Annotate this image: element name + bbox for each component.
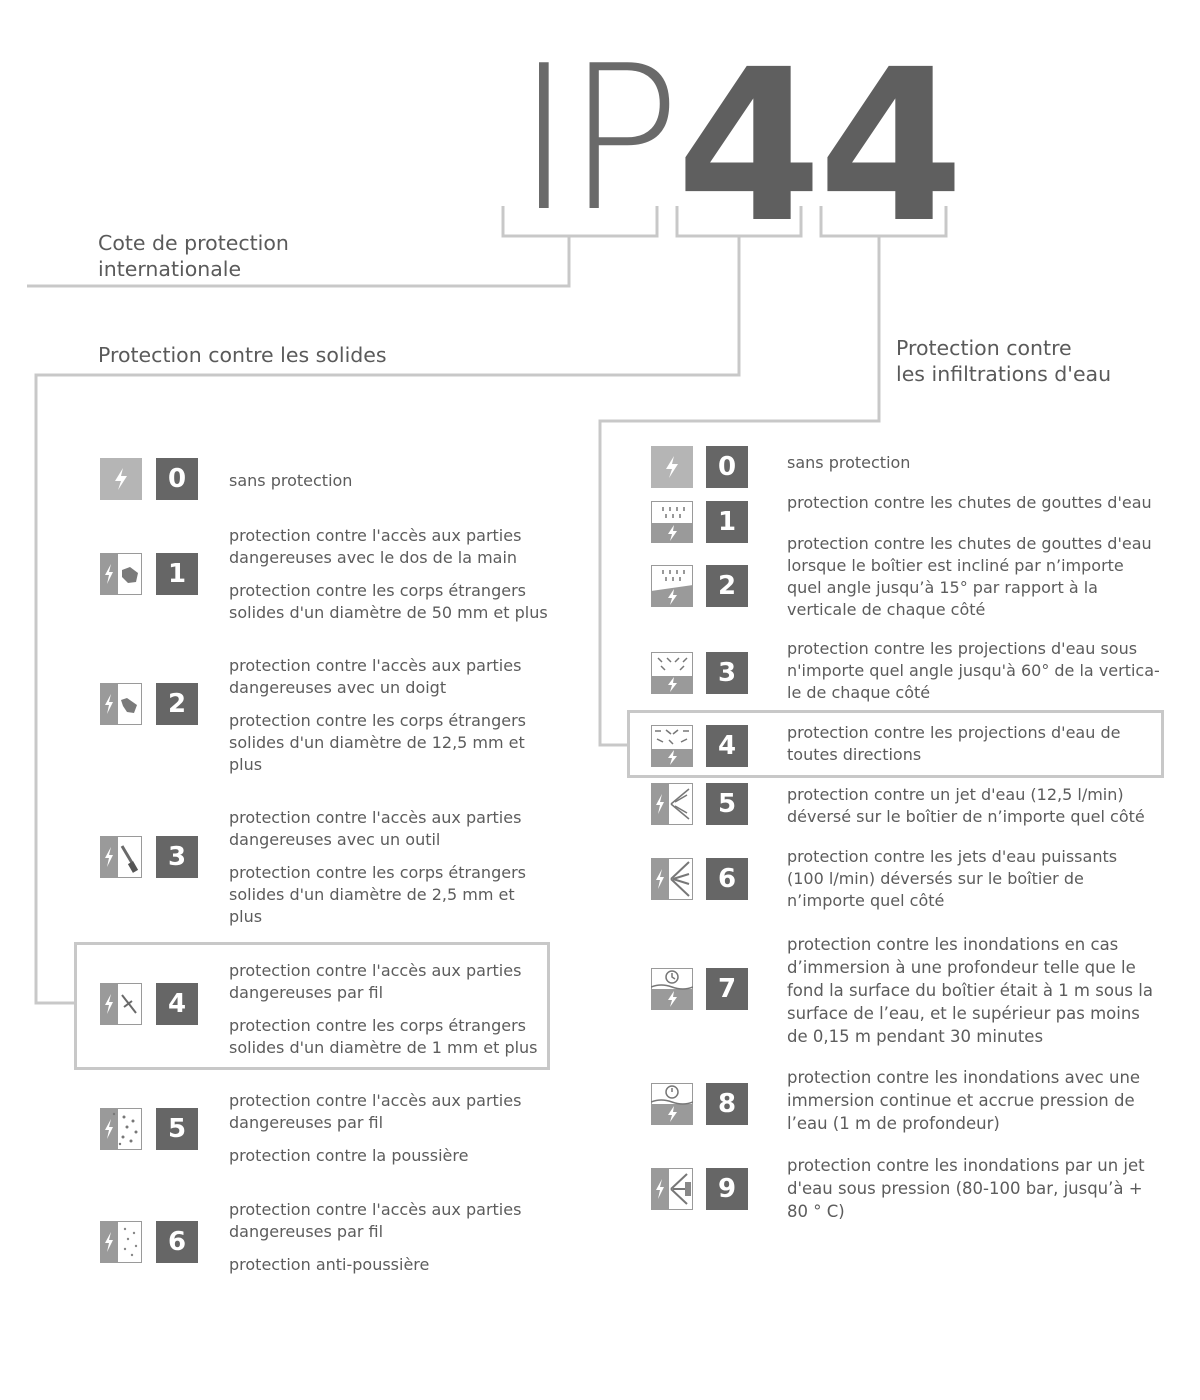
submersion-icon: [651, 1083, 693, 1125]
finger-icon: [100, 683, 142, 725]
ip-digit-solids: 4: [676, 24, 823, 269]
solids-num-3: 3: [156, 836, 198, 878]
heading-water: [896, 335, 1111, 387]
water-num-4: 4: [706, 725, 748, 767]
solids-num-6: 6: [156, 1221, 198, 1263]
heading-international-line2: internationale: [98, 257, 242, 281]
water-jet-icon: [651, 783, 693, 825]
heading-international-line1: Cote de protection: [98, 231, 289, 255]
water-num-9: 9: [706, 1168, 748, 1210]
ip-letters: IP: [516, 23, 676, 256]
solids-num-4: 4: [156, 983, 198, 1025]
solids-desc-1-p1: protection contre l'accès aux parties dangereuses avec le dos de la main: [229, 526, 522, 567]
solids-desc-2: [229, 655, 549, 776]
solids-desc-1-p2: protection contre les corps étrangers solides d'un diamètre de 50 mm et plus: [229, 581, 548, 622]
solids-desc-4-p2: protection contre les corps étrangers solides d'un diamètre de 1 mm et plus: [229, 1016, 538, 1057]
solids-num-1: 1: [156, 553, 198, 595]
immersion-clock-icon: [651, 968, 693, 1010]
solids-desc-5: [229, 1090, 549, 1167]
water-desc-2: protection contre les chutes de gouttes d'eau lorsque le boîtier est incliné par n’importe quel angle jusqu’à 15° par rapport à la verticale de chaque côté: [787, 534, 1152, 619]
solids-desc-3: [229, 807, 549, 928]
water-desc-6: protection contre les jets d'eau puissants (100 l/min) déversés sur le boîtier de n’importe quel côté: [787, 847, 1118, 910]
solids-desc-4: [229, 960, 549, 1059]
solids-desc-3-p2: protection contre les corps étrangers solides d'un diamètre de 2,5 mm et plus: [229, 863, 526, 926]
water-num-7: 7: [706, 968, 748, 1010]
solids-num-0: 0: [156, 458, 198, 500]
solids-desc-0-p1: sans protection: [229, 471, 353, 490]
solids-desc-5-p2: protection contre la poussière: [229, 1146, 469, 1165]
water-desc-7: protection contre les inondations en cas d’immersion à une profondeur telle que le fond la surface du boîtier était à 1 m sous la surface de l’eau, et le supérieur pas moins de 0,15 m pendant 30 minutes: [787, 935, 1153, 1046]
high-pressure-jet-icon: [651, 1168, 693, 1210]
heading-solids: Protection contre les solides: [98, 343, 387, 367]
water-num-1: 1: [706, 501, 748, 543]
solids-desc-5-p1: protection contre l'accès aux parties dangereuses par fil: [229, 1091, 522, 1132]
tool-icon: [100, 836, 142, 878]
solids-desc-3-p1: protection contre l'accès aux parties dangereuses avec un outil: [229, 808, 522, 849]
solids-num-5: 5: [156, 1108, 198, 1150]
water-desc-1: protection contre les chutes de gouttes d'eau: [787, 493, 1152, 512]
water-num-0: 0: [706, 446, 748, 488]
water-desc-5: protection contre un jet d'eau (12,5 l/min) déversé sur le boîtier de n’importe quel côté: [787, 785, 1145, 826]
solids-num-2: 2: [156, 683, 198, 725]
solids-desc-1: [229, 525, 549, 624]
solids-desc-6-p1: protection contre l'accès aux parties dangereuses par fil: [229, 1200, 522, 1241]
water-num-3: 3: [706, 652, 748, 694]
solids-desc-2-p1: protection contre l'accès aux parties dangereuses avec un doigt: [229, 656, 522, 697]
water-num-2: 2: [706, 565, 748, 607]
hand-icon: [100, 553, 142, 595]
heading-water-line2: les infiltrations d'eau: [896, 362, 1112, 386]
solids-desc-2-p2: protection contre les corps étrangers solides d'un diamètre de 12,5 mm et plus: [229, 711, 526, 774]
tilted-drops-icon: [651, 565, 693, 607]
water-num-8: 8: [706, 1083, 748, 1125]
spray-icon: [651, 652, 693, 694]
heading-international: [98, 230, 289, 282]
solids-desc-4-p1: protection contre l'accès aux parties dangereuses par fil: [229, 961, 522, 1002]
water-desc-3: protection contre les projections d'eau sous n'importe quel angle jusqu'à 60° de la vertica-le de chaque côté: [787, 639, 1160, 702]
solids-desc-6-p2: protection anti-poussière: [229, 1255, 430, 1274]
heading-water-line1: Protection contre: [896, 336, 1072, 360]
wire-icon: [100, 983, 142, 1025]
water-num-6: 6: [706, 858, 748, 900]
dust-tight-icon: [100, 1221, 142, 1263]
ip-digit-water: 4: [818, 24, 965, 269]
water-num-5: 5: [706, 783, 748, 825]
solids-desc-0: [229, 470, 549, 492]
lightning-icon: [100, 458, 142, 500]
water-desc-4: protection contre les projections d'eau de toutes directions: [787, 723, 1121, 764]
lightning-icon: [651, 446, 693, 488]
water-desc-9: protection contre les inondations par un jet d'eau sous pression (80-100 bar, jusqu’à + 80 ° C): [787, 1156, 1145, 1221]
solids-desc-6: [229, 1199, 549, 1276]
splash-icon: [651, 725, 693, 767]
vertical-drops-icon: [651, 501, 693, 543]
dust-icon: [100, 1108, 142, 1150]
water-desc-8: protection contre les inondations avec une immersion continue et accrue pression de l’eau (1 m de profondeur): [787, 1068, 1141, 1133]
powerful-jet-icon: [651, 858, 693, 900]
water-desc-0: sans protection: [787, 453, 911, 472]
